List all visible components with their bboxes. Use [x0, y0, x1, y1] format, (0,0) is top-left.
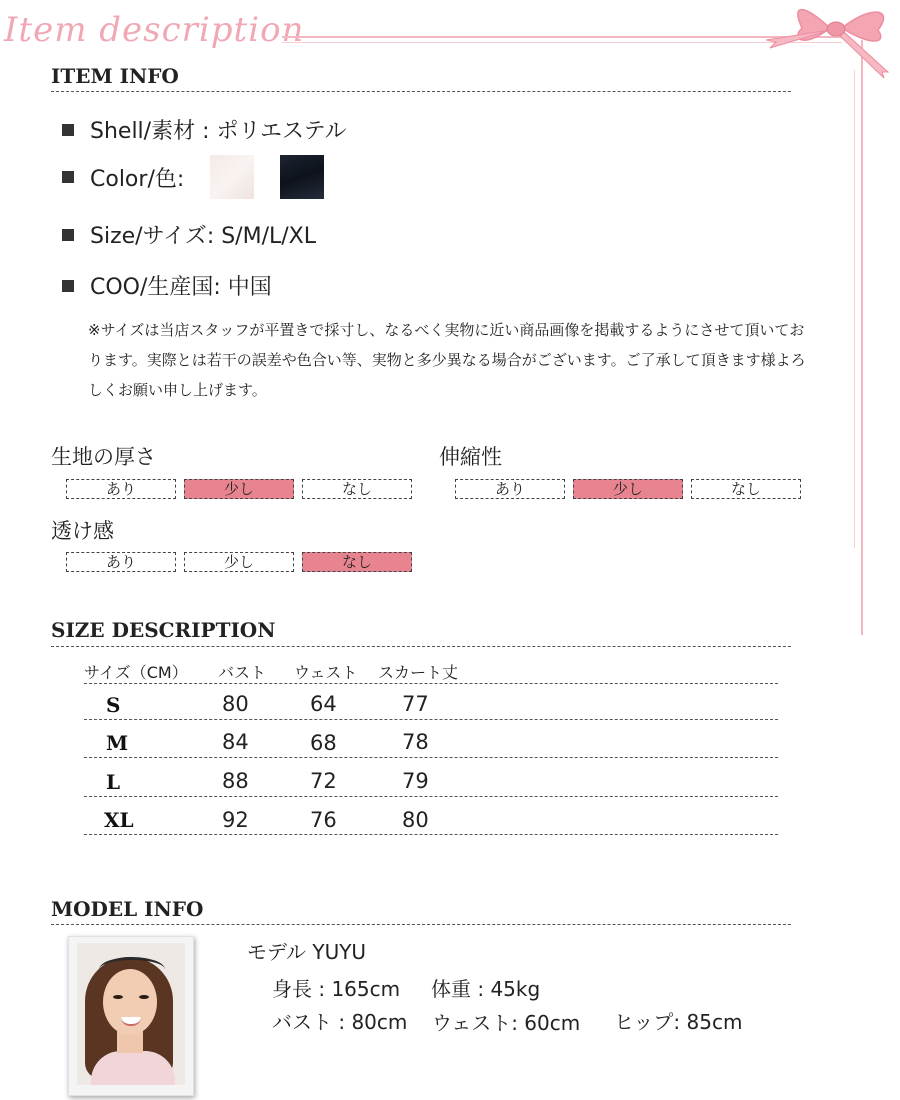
header-rule: [282, 36, 842, 38]
bust-s: 80: [222, 692, 249, 716]
column-waist: ウェスト: [294, 663, 358, 682]
model-info-heading: MODEL INFO: [51, 897, 204, 921]
thickness-option-little: 少し: [184, 479, 294, 499]
model-height: 身長 : 165cm: [272, 977, 401, 1001]
color-swatch-navy[interactable]: [280, 155, 324, 199]
divider: [84, 683, 778, 684]
divider: [84, 719, 778, 720]
transparency-option-little: 少し: [184, 552, 294, 572]
color-row: [62, 155, 324, 199]
bullet-icon: [62, 280, 74, 292]
divider: [84, 796, 778, 797]
ribbon-bow-icon: [760, 0, 900, 80]
side-rule-thin: [854, 70, 855, 548]
divider: [51, 91, 791, 92]
transparency-label: 透け感: [51, 519, 114, 543]
bullet-icon: [62, 229, 74, 241]
thickness-label: 生地の厚さ: [51, 445, 156, 469]
skirt-l: 79: [402, 769, 429, 793]
waist-m: 68: [310, 731, 337, 755]
model-bust: バスト : 80cm: [272, 1010, 408, 1034]
column-size: サイズ（CM）: [84, 663, 188, 682]
model-hip: ヒップ: 85cm: [614, 1010, 743, 1034]
divider: [84, 757, 778, 758]
size-text: Size/サイズ: S/M/L/XL: [90, 224, 316, 249]
column-bust: バスト: [218, 663, 267, 682]
model-name: モデル YUYU: [247, 940, 367, 964]
skirt-s: 77: [402, 692, 429, 716]
coo-row: [62, 270, 272, 301]
waist-s: 64: [310, 692, 337, 716]
thickness-option-yes: あり: [66, 479, 176, 499]
shell-row: [62, 114, 347, 145]
waist-l: 72: [310, 769, 337, 793]
skirt-xl: 80: [402, 808, 429, 832]
stretch-option-little: 少し: [573, 479, 683, 499]
transparency-option-none: なし: [302, 552, 412, 572]
column-skirt: スカート丈: [378, 663, 459, 682]
shell-text: Shell/素材 : ポリエステル: [90, 119, 347, 144]
size-m: M: [106, 731, 129, 755]
page-title: Item description: [4, 10, 305, 50]
model-waist: ウェスト: 60cm: [432, 1011, 581, 1035]
stretch-option-yes: あり: [455, 479, 565, 499]
size-s: S: [106, 693, 121, 717]
size-note: ※サイズは当店スタッフが平置きで採寸し、なるべく実物に近い商品画像を掲載するようにさせて頂いております。実際とは若干の誤差や色合い等、実物と多少異なる場合がございます。ご了承して頂きます様よろしくお願い申し上げます。: [88, 321, 806, 399]
side-rule: [861, 40, 863, 635]
bust-xl: 92: [222, 808, 249, 832]
skirt-m: 78: [402, 730, 429, 754]
coo-text: COO/生産国: 中国: [90, 275, 272, 300]
color-swatch-white[interactable]: [210, 155, 254, 199]
size-l: L: [106, 770, 121, 794]
transparency-option-yes: あり: [66, 552, 176, 572]
color-label: Color/色:: [90, 166, 185, 192]
waist-xl: 76: [310, 808, 337, 832]
divider: [51, 924, 791, 925]
model-photo: [68, 936, 194, 1096]
bullet-icon: [62, 171, 74, 183]
divider: [51, 646, 791, 647]
bullet-icon: [62, 124, 74, 136]
thickness-option-none: なし: [302, 479, 412, 499]
model-weight: 体重 : 45kg: [431, 977, 541, 1001]
item-info-heading: ITEM INFO: [51, 64, 179, 88]
size-row: [62, 219, 316, 250]
stretch-label: 伸縮性: [439, 445, 502, 469]
stretch-option-none: なし: [691, 479, 801, 499]
size-description-heading: SIZE DESCRIPTION: [51, 618, 276, 642]
bust-l: 88: [222, 769, 249, 793]
size-xl: XL: [104, 808, 134, 832]
bust-m: 84: [222, 730, 249, 754]
header-rule-thin: [282, 42, 842, 43]
divider: [84, 834, 778, 835]
